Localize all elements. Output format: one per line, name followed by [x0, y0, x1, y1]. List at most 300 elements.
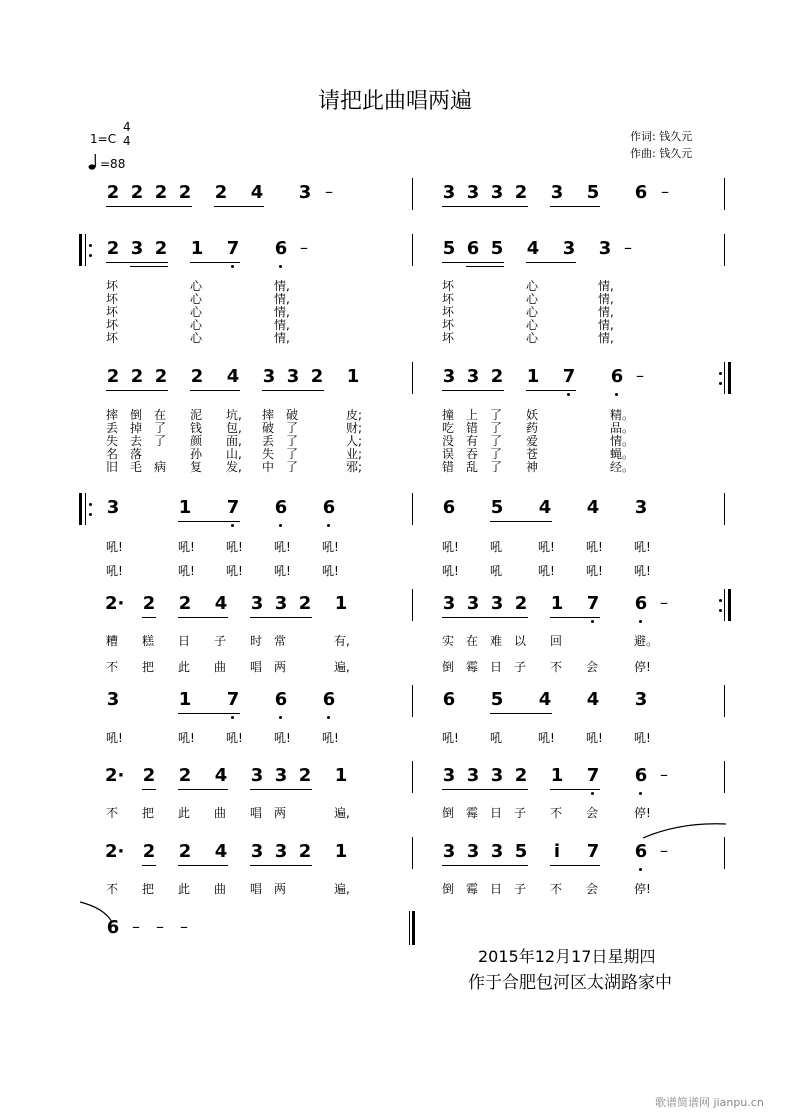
lyric: 情,: [274, 279, 290, 293]
note: 3: [490, 182, 504, 203]
lyric: 坑,: [226, 408, 242, 422]
lyric: 泥: [190, 408, 203, 422]
note: 3: [442, 182, 456, 203]
lyric: 钱: [190, 421, 203, 435]
dash: –: [325, 182, 333, 201]
lyric: 心: [190, 331, 203, 345]
note: 4: [214, 593, 228, 614]
time-sig-bottom: 4: [123, 134, 131, 148]
lyric: 包,: [226, 421, 242, 435]
lyric: 遍,: [334, 660, 350, 674]
lyric: 吼!: [226, 731, 243, 745]
note: 4: [214, 765, 228, 786]
lyric: 心: [190, 318, 203, 332]
lyric: 会: [586, 882, 599, 896]
lyric: 心: [526, 279, 539, 293]
lyric: 常: [274, 634, 287, 648]
note: 2: [154, 238, 168, 259]
lyric: 吼!: [634, 564, 651, 578]
note: 3: [250, 593, 264, 614]
note: 2: [490, 366, 504, 387]
note: 2: [142, 765, 156, 786]
final-bar-thin: [409, 911, 410, 945]
lyric: 会: [586, 660, 599, 674]
lyric: 吼!: [442, 731, 459, 745]
note: 3: [262, 366, 276, 387]
lyric: 了: [286, 460, 299, 474]
lyric: 坏: [106, 305, 119, 319]
lyric: 药: [526, 421, 539, 435]
dash: –: [661, 182, 669, 201]
note: 3: [106, 497, 120, 518]
note: 3: [490, 841, 504, 862]
lyric: 破: [286, 408, 299, 422]
dash: –: [636, 366, 644, 385]
lyric: 吼!: [538, 540, 555, 554]
lyric: 吼: [490, 540, 503, 554]
lyric: 吼!: [634, 731, 651, 745]
lyric: 两: [274, 882, 287, 896]
lyric: 颜: [190, 434, 203, 448]
note: 4: [214, 841, 228, 862]
lyric: 错: [442, 460, 455, 474]
lyric: 此: [178, 660, 191, 674]
lyric: 唱: [250, 660, 263, 674]
lyric: 了: [154, 421, 167, 435]
note: 1: [526, 366, 540, 387]
tempo-value: =88: [100, 157, 126, 171]
lyric: 复: [190, 460, 203, 474]
lyric: 病: [154, 460, 167, 474]
note: 2: [190, 366, 204, 387]
lyric: 吼!: [274, 564, 291, 578]
lyric: 心: [190, 279, 203, 293]
lyric: 遍,: [334, 882, 350, 896]
lyric: 面,: [226, 434, 242, 448]
note: 3: [634, 689, 648, 710]
lyric: 唱: [250, 882, 263, 896]
dash: –: [624, 238, 632, 257]
note: 3: [598, 238, 612, 259]
lyric: 吼!: [322, 731, 339, 745]
note: 2: [154, 182, 168, 203]
note: 2·: [105, 841, 125, 862]
note: 3: [442, 593, 456, 614]
lyric: 把: [142, 660, 155, 674]
lyric: 错: [466, 421, 479, 435]
note: 6: [466, 238, 480, 259]
lyric: 蝇。: [610, 447, 635, 461]
lyric: 情,: [274, 331, 290, 345]
lyric: 吼!: [442, 540, 459, 554]
note: 2: [142, 841, 156, 862]
note: 4: [538, 497, 552, 518]
lyric: 子: [214, 634, 227, 648]
lyric: 吼!: [322, 540, 339, 554]
note: 1: [334, 593, 348, 614]
lyric: 乱: [466, 460, 479, 474]
note: 3: [442, 366, 456, 387]
note: 3: [466, 841, 480, 862]
note: 3: [466, 366, 480, 387]
note: 3: [274, 593, 288, 614]
lyric: 财;: [346, 421, 363, 435]
note: 3: [286, 366, 300, 387]
note: 4: [538, 689, 552, 710]
note: 3: [562, 238, 576, 259]
note: 6: [442, 497, 456, 518]
lyric: 两: [274, 660, 287, 674]
lyric: 坏: [106, 279, 119, 293]
lyric: 倒: [442, 660, 455, 674]
lyric: 吞: [466, 447, 479, 461]
lyric: 情。: [610, 434, 635, 448]
score-row-9: [0, 917, 790, 947]
note: 4: [226, 366, 240, 387]
note: 4: [586, 497, 600, 518]
lyric: 心: [190, 292, 203, 306]
lyric: 山,: [226, 447, 242, 461]
lyric: 误: [442, 447, 455, 461]
lyric: 有,: [334, 634, 350, 648]
lyric: 发,: [226, 460, 242, 474]
lyric: 日: [178, 634, 191, 648]
note: 5: [490, 689, 504, 710]
note: 2: [106, 182, 120, 203]
lyric: 破: [262, 421, 275, 435]
lyric: 业;: [346, 447, 363, 461]
dash: –: [156, 917, 164, 936]
note: 3: [442, 841, 456, 862]
note: 6: [610, 366, 624, 387]
note: 7: [562, 366, 576, 387]
lyric: 坏: [442, 331, 455, 345]
lyric: 吼!: [106, 564, 123, 578]
lyric: 吼!: [538, 731, 555, 745]
note: 3: [130, 238, 144, 259]
note: 6: [274, 238, 288, 259]
lyric: 在: [466, 634, 479, 648]
lyric: 糕: [142, 634, 155, 648]
lyric: 丢: [106, 421, 119, 435]
lyric: 吼!: [322, 564, 339, 578]
note: 2: [106, 238, 120, 259]
composer-credit: 作曲: 钱久元: [630, 147, 693, 160]
lyric: 霉: [466, 806, 479, 820]
note: 3: [550, 182, 564, 203]
note: 3: [634, 497, 648, 518]
note: 1: [178, 497, 192, 518]
lyric: 落: [130, 447, 143, 461]
lyric: 失: [262, 447, 275, 461]
lyric: 丢: [262, 434, 275, 448]
note: 2: [214, 182, 228, 203]
note: 2: [514, 765, 528, 786]
lyric: 上: [466, 408, 479, 422]
dash: –: [180, 917, 188, 936]
composition-date: 2015年12月17日星期四: [478, 947, 656, 966]
note: 5: [586, 182, 600, 203]
note: 4: [250, 182, 264, 203]
dash: –: [660, 765, 668, 784]
note: 6: [634, 841, 648, 862]
dash: –: [660, 593, 668, 612]
note: 7: [586, 593, 600, 614]
lyric: 吼!: [634, 540, 651, 554]
note: 6: [322, 497, 336, 518]
note: 3: [274, 765, 288, 786]
note: 2: [142, 593, 156, 614]
lyric: 了: [286, 447, 299, 461]
lyric: 经。: [610, 460, 635, 474]
lyric: 坏: [106, 318, 119, 332]
note: 5: [490, 497, 504, 518]
dash: –: [300, 238, 308, 257]
lyric: 吼!: [226, 540, 243, 554]
note: 6: [442, 689, 456, 710]
lyric: 坏: [442, 318, 455, 332]
lyric: 此: [178, 882, 191, 896]
lyric: 此: [178, 806, 191, 820]
lyric: 精。: [610, 408, 635, 422]
lyric: 妖: [526, 408, 539, 422]
lyric: 摔: [106, 408, 119, 422]
note: 4: [526, 238, 540, 259]
note: 6: [274, 497, 288, 518]
note: 6: [634, 593, 648, 614]
note: 7: [226, 238, 240, 259]
lyric: 中: [262, 460, 275, 474]
lyric: 坏: [442, 279, 455, 293]
lyric: 停!: [634, 806, 651, 820]
lyric: 掉: [130, 421, 143, 435]
note: 6: [106, 917, 120, 938]
lyric: 实: [442, 634, 455, 648]
lyric: 有: [466, 434, 479, 448]
lyric: 吼!: [106, 731, 123, 745]
lyric: 情,: [274, 305, 290, 319]
lyric: 坏: [106, 292, 119, 306]
lyric: 孙: [190, 447, 203, 461]
lyric: 摔: [262, 408, 275, 422]
lyric: 遍,: [334, 806, 350, 820]
note: 2·: [105, 765, 125, 786]
lyric: 吼!: [586, 731, 603, 745]
lyric: 吼!: [274, 540, 291, 554]
lyric: 两: [274, 806, 287, 820]
lyric: 倒: [442, 882, 455, 896]
time-sig-top: 4: [123, 120, 131, 134]
lyric: 糟: [106, 634, 119, 648]
lyric: 停!: [634, 660, 651, 674]
note: 2: [298, 593, 312, 614]
lyric: 日: [490, 660, 503, 674]
lyric: 吼!: [178, 731, 195, 745]
lyric: 苍: [526, 447, 539, 461]
lyric: 心: [526, 305, 539, 319]
lyric: 以: [514, 634, 527, 648]
note: 2: [130, 182, 144, 203]
lyric: 了: [490, 421, 503, 435]
note: 2: [130, 366, 144, 387]
lyric: 把: [142, 806, 155, 820]
note: 1: [550, 765, 564, 786]
note: 6: [274, 689, 288, 710]
note: 6: [634, 765, 648, 786]
lyric: 霉: [466, 660, 479, 674]
lyric: 子: [514, 660, 527, 674]
lyric: 把: [142, 882, 155, 896]
watermark: 歌谱简谱网 jianpu.cn: [655, 1096, 764, 1109]
note: 2: [106, 366, 120, 387]
note: 5: [514, 841, 528, 862]
dash: –: [132, 917, 140, 936]
note: 3: [466, 593, 480, 614]
lyric: 撞: [442, 408, 455, 422]
lyric: 曲: [214, 660, 227, 674]
lyric: 停!: [634, 882, 651, 896]
note: 2: [154, 366, 168, 387]
lyric: 心: [526, 331, 539, 345]
lyric: 吼!: [178, 564, 195, 578]
note: 3: [106, 689, 120, 710]
lyricist-credit: 作词: 钱久元: [630, 130, 693, 143]
lyric: 没: [442, 434, 455, 448]
lyric: 日: [490, 806, 503, 820]
tie-curve-out: [643, 824, 726, 838]
lyric: 吼!: [538, 564, 555, 578]
lyric: 子: [514, 806, 527, 820]
note: 3: [250, 765, 264, 786]
note: 2: [298, 841, 312, 862]
note: 1: [550, 593, 564, 614]
lyric: 吼!: [586, 564, 603, 578]
note: 2·: [105, 593, 125, 614]
song-title: 请把此曲唱两遍: [317, 89, 472, 114]
lyric: 情,: [598, 305, 614, 319]
lyric: 情,: [598, 318, 614, 332]
lyric: 了: [490, 408, 503, 422]
lyric: 吼!: [226, 564, 243, 578]
lyric: 难: [490, 634, 503, 648]
lyric: 了: [286, 434, 299, 448]
lyric: 曲: [214, 806, 227, 820]
note: 2: [514, 593, 528, 614]
lyric: 不: [106, 882, 119, 896]
lyric: 去: [130, 434, 143, 448]
lyric: 情,: [598, 279, 614, 293]
note: 2: [178, 182, 192, 203]
lyric: 了: [286, 421, 299, 435]
note: 3: [442, 765, 456, 786]
note: 2: [178, 765, 192, 786]
lyric: 子: [514, 882, 527, 896]
lyric: 时: [250, 634, 263, 648]
note: 7: [586, 765, 600, 786]
lyric: 不: [550, 660, 563, 674]
lyric: 不: [550, 806, 563, 820]
lyric: 曲: [214, 882, 227, 896]
lyric: 吼!: [586, 540, 603, 554]
lyric: 不: [106, 660, 119, 674]
note: 3: [298, 182, 312, 203]
lyric: 吼!: [106, 540, 123, 554]
lyric: 避。: [634, 634, 659, 648]
lyric: 吼: [490, 731, 503, 745]
note: 1: [190, 238, 204, 259]
note: 3: [466, 182, 480, 203]
lyric: 在: [154, 408, 167, 422]
note: 2: [310, 366, 324, 387]
lyric: 倒: [130, 408, 143, 422]
lyric: 心: [526, 292, 539, 306]
lyric: 吃: [442, 421, 455, 435]
lyric: 旧: [106, 460, 119, 474]
lyric: 了: [154, 434, 167, 448]
lyric: 心: [526, 318, 539, 332]
lyric: 了: [490, 447, 503, 461]
lyric: 吼!: [178, 540, 195, 554]
note: 3: [490, 765, 504, 786]
lyric: 爱: [526, 434, 539, 448]
lyric: 倒: [442, 806, 455, 820]
note: 5: [490, 238, 504, 259]
lyric: 坏: [442, 292, 455, 306]
lyric: 会: [586, 806, 599, 820]
key-signature: 1=C: [90, 132, 117, 146]
dash: –: [660, 841, 668, 860]
lyric: 情,: [598, 331, 614, 345]
lyric: 了: [490, 460, 503, 474]
note: 6: [634, 182, 648, 203]
lyric: 坏: [106, 331, 119, 345]
note: 3: [274, 841, 288, 862]
lyric: 不: [550, 882, 563, 896]
lyric: 失: [106, 434, 119, 448]
note: 2: [178, 841, 192, 862]
lyric: 皮;: [346, 408, 363, 422]
lyric: 日: [490, 882, 503, 896]
note: 1: [346, 366, 360, 387]
lyric: 情,: [598, 292, 614, 306]
note: 7: [586, 841, 600, 862]
note: 1: [334, 841, 348, 862]
lyric: 情,: [274, 318, 290, 332]
note: 2: [514, 182, 528, 203]
lyric: 吼!: [442, 564, 459, 578]
lyric: 神: [526, 460, 539, 474]
lyric: 名: [106, 447, 119, 461]
note: 3: [250, 841, 264, 862]
note: 6: [322, 689, 336, 710]
lyric: 毛: [130, 460, 143, 474]
lyric: 品。: [610, 421, 635, 435]
note: 3: [466, 765, 480, 786]
note: 1: [334, 765, 348, 786]
lyric: 坏: [442, 305, 455, 319]
note: 7: [226, 689, 240, 710]
lyric: 不: [106, 806, 119, 820]
lyric: 吼: [490, 564, 503, 578]
note: i: [553, 841, 561, 862]
note: 5: [442, 238, 456, 259]
note: 2: [298, 765, 312, 786]
lyric: 情,: [274, 292, 290, 306]
lyric: 邪;: [346, 460, 363, 474]
note: 1: [178, 689, 192, 710]
note: 7: [226, 497, 240, 518]
note: 3: [490, 593, 504, 614]
